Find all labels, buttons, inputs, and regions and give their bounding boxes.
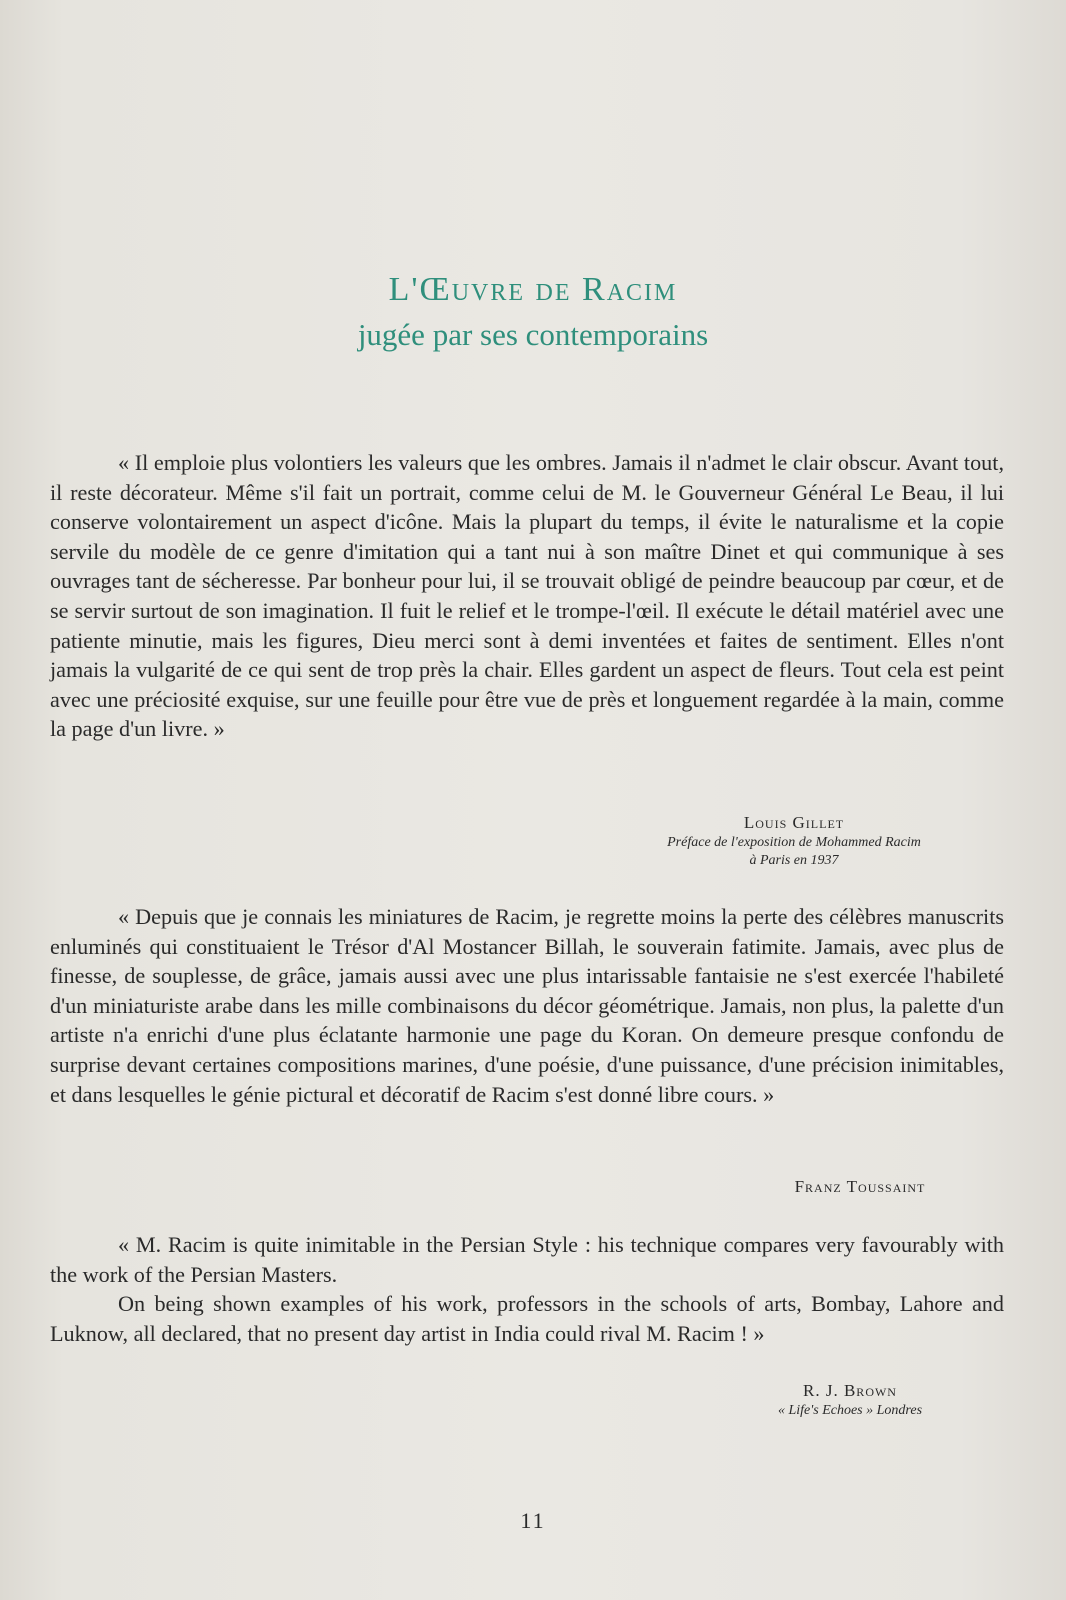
quote-paragraph: « Depuis que je connais les miniatures de Racim, je regrette moins la perte des célèbres manuscrits enluminés qui constituaient le Trésor d'Al Mostancer Billah, le souverain fatimite. Jamais, avec plus de finesse, de souplesse, de grâce, jamais aussi avec une plus intarissable fantaisie ne s'est exercée l'habileté d'un miniaturiste arabe dans les mille combinaisons du décor géométrique. Jamais, non plus, la palette d'un artiste n'a enrichi d'une plus éclatante harmonie une page du Koran. On demeure presque confondu de surprise devant certaines compositions marines, d'une poésie, d'une puissance, d'une précision inimitables, et dans lesquelles le génie pictural et décoratif de Racim s'est donné libre cours. » <box>50 904 1004 1107</box>
author-name: Franz Toussaint <box>794 1177 926 1196</box>
page-number: 11 <box>520 1508 546 1533</box>
attribution-brown <box>740 1380 960 1420</box>
page-subtitle: jugée par ses contemporains <box>357 317 709 352</box>
page-title: L'Œuvre de Racim <box>388 271 678 308</box>
page-heading <box>0 270 1066 354</box>
author-name: Louis Gillet <box>743 813 845 832</box>
attribution-toussaint <box>760 1176 960 1198</box>
attribution-gillet <box>634 812 954 870</box>
quote-toussaint <box>50 902 1004 1109</box>
source-line: Préface de l'exposition de Mohammed Racim <box>667 835 921 850</box>
source-line: à Paris en 1937 <box>749 853 839 868</box>
source-line: « Life's Echoes » Londres <box>777 1403 923 1418</box>
quote-paragraph: « M. Racim is quite inimitable in the Persian Style : his technique compares very favourably with the work of the Persian Masters. <box>50 1232 1004 1287</box>
quote-brown <box>50 1230 1004 1348</box>
quote-paragraph: « Il emploie plus volontiers les valeurs que les ombres. Jamais il n'admet le clair obscur. Avant tout, il reste décorateur. Même s'il fait un portrait, comme celui de M. le Gouverneur Général Le Beau, il lui conserve volontairement un aspect d'icône. Mais la plupart du temps, il évite le naturalisme et la copie servile du modèle de ce genre d'imitation qui a tant nui à son maître Dinet et qui communique à ses ouvrages tant de sécheresse. Par bonheur pour lui, il se trouvait obligé de peindre beaucoup par cœur, et de se servir surtout de son imagination. Il fuit le relief et le trompe-l'œil. Il exécute le détail matériel avec une patiente minutie, mais les figures, Dieu merci sont à demi inventées et faites de sentiment. Elles n'ont jamais la vulgarité de ce qui sent de trop près la chair. Elles gardent un aspect de fleurs. Tout cela est peint avec une préciosité exquise, sur une feuille pour être vue de près et longuement regardée à la main, comme la page d'un livre. » <box>50 450 1004 742</box>
quote-paragraph: On being shown examples of his work, professors in the schools of arts, Bombay, Lahore and Luknow, all declared, that no present day artist in India could rival M. Racim ! » <box>50 1291 1004 1346</box>
author-name: R. J. Brown <box>803 1381 897 1400</box>
quote-gillet <box>50 448 1004 744</box>
